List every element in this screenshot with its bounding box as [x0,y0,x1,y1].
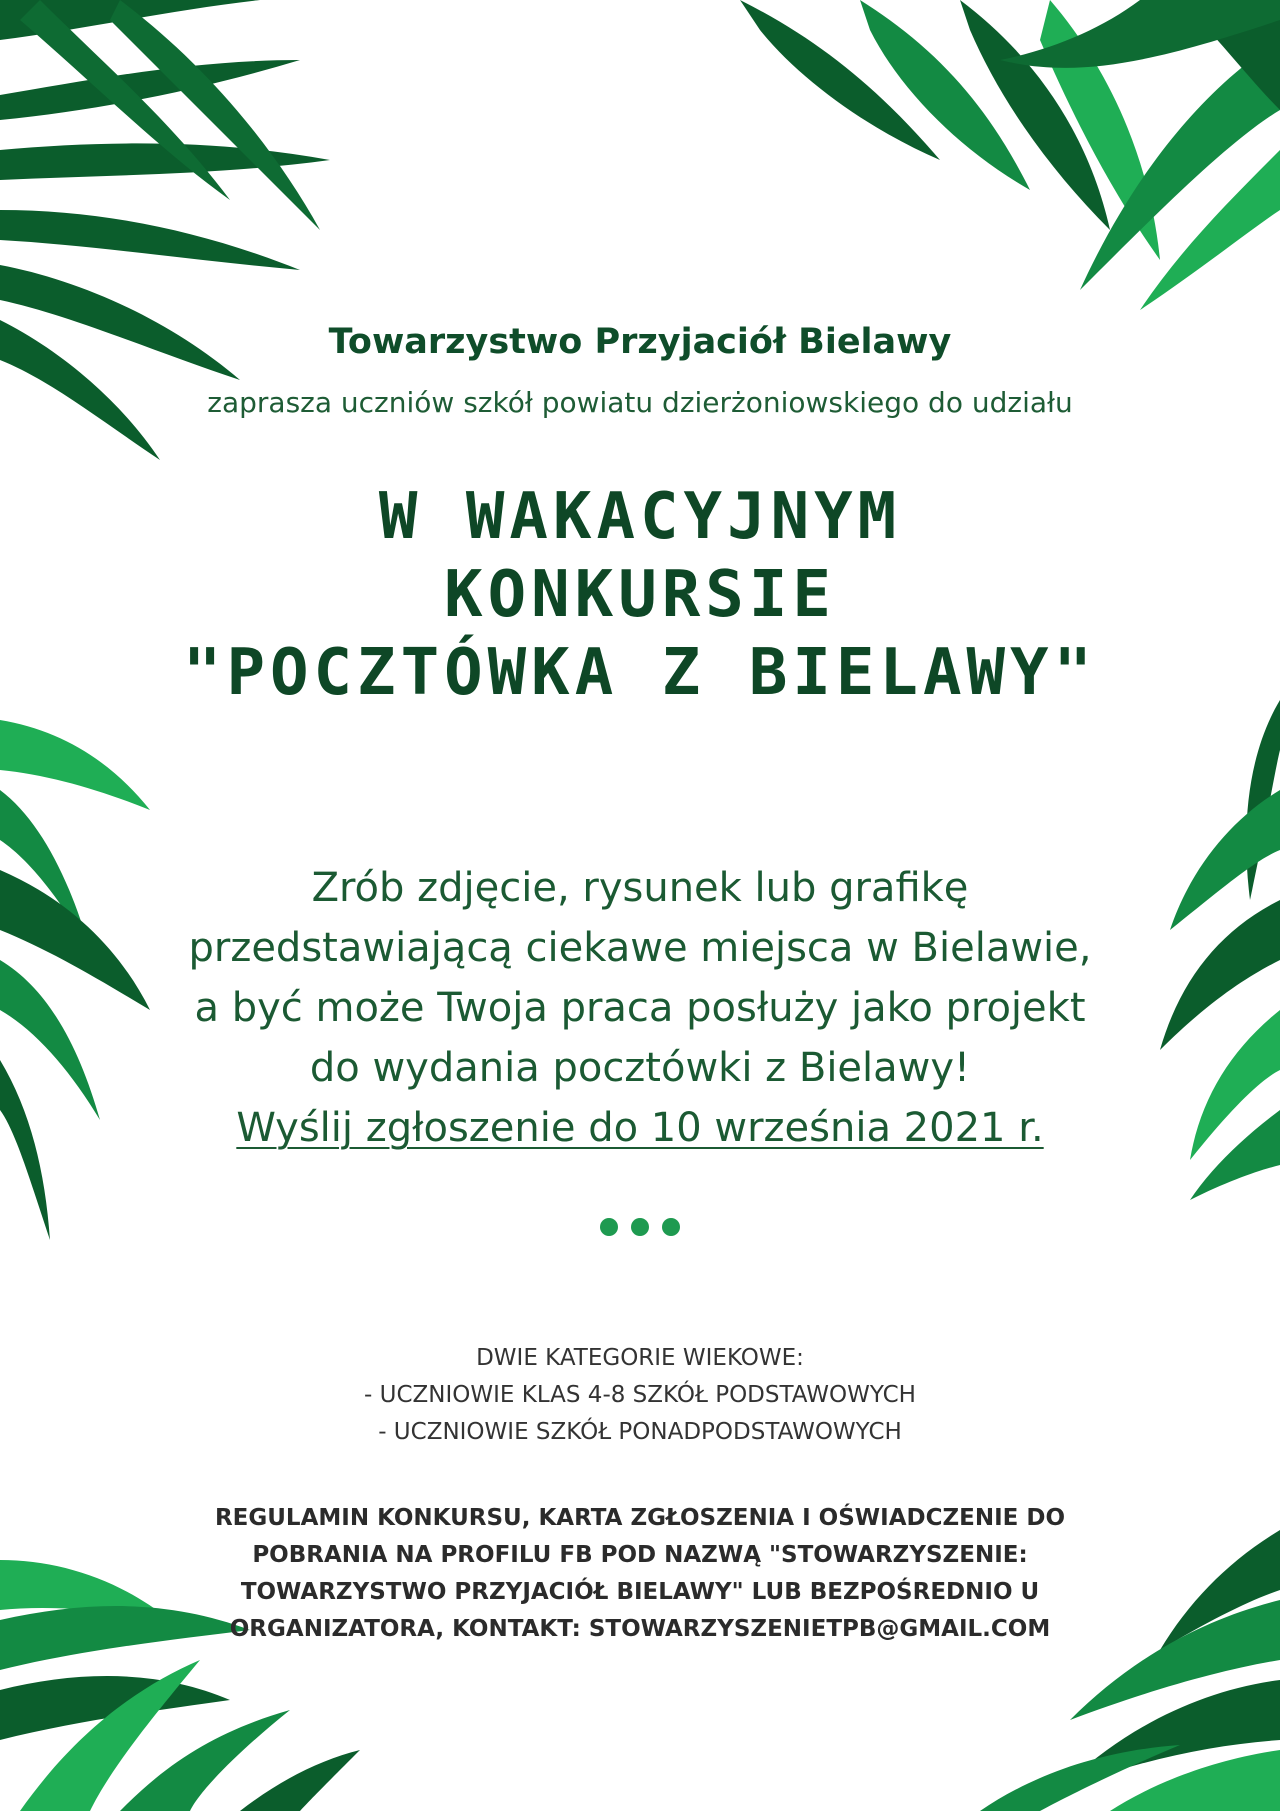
age-categories [0,1340,1280,1451]
separator-dots-icon [600,1218,680,1238]
description-line-3: a być może Twoja praca posłuży jako projekt [194,985,1086,1031]
description-line-1: Zrób zdjęcie, rysunek lub grafikę [311,865,969,911]
palm-leaf-top-right-icon [740,0,1280,310]
rules-line-4: ORGANIZATORA, KONTAKT: STOWARZYSZENIETPB@GMAIL.COM [229,1616,1051,1642]
dot-icon [631,1218,649,1236]
category-item: - UCZNIOWIE KLAS 4-8 SZKÓŁ PODSTAWOWYCH [364,1382,916,1408]
deadline-text: Wyślij zgłoszenie do 10 września 2021 r. [236,1105,1044,1151]
categories-heading: DWIE KATEGORIE WIEKOWE: [476,1345,804,1371]
rules-line-3: TOWARZYSTWO PRZYJACIÓŁ BIELAWY" LUB BEZPOŚREDNIO U [240,1579,1040,1605]
category-item: - UCZNIOWIE SZKÓŁ PONADPODSTAWOWYCH [378,1419,902,1445]
rules-line-1: REGULAMIN KONKURSU, KARTA ZGŁOSZENIA I OŚWIADCZENIE DO [214,1505,1066,1531]
title-line-1: W WAKACYJNYM [378,480,902,554]
dot-icon [600,1218,618,1236]
organization-name: Towarzystwo Przyjaciół Bielawy [328,322,952,362]
description-line-4: do wydania pocztówki z Bielawy! [309,1045,971,1091]
contest-title [0,478,1280,712]
invitation-text: zaprasza uczniów szkół powiatu dzierżoniowskiego do udziału [207,386,1073,419]
rules-info [0,1500,1280,1648]
dot-icon [662,1218,680,1236]
title-line-2: KONKURSIE [444,558,836,632]
description-line-2: przedstawiającą ciekawe miejsca w Bielawie, [188,925,1092,971]
contest-description [0,858,1280,1158]
title-line-3: "POCZTÓWKA Z BIELAWY" [182,636,1098,710]
rules-line-2: POBRANIA NA PROFILU FB POD NAZWĄ "STOWARZYSZENIE: [252,1542,1028,1568]
